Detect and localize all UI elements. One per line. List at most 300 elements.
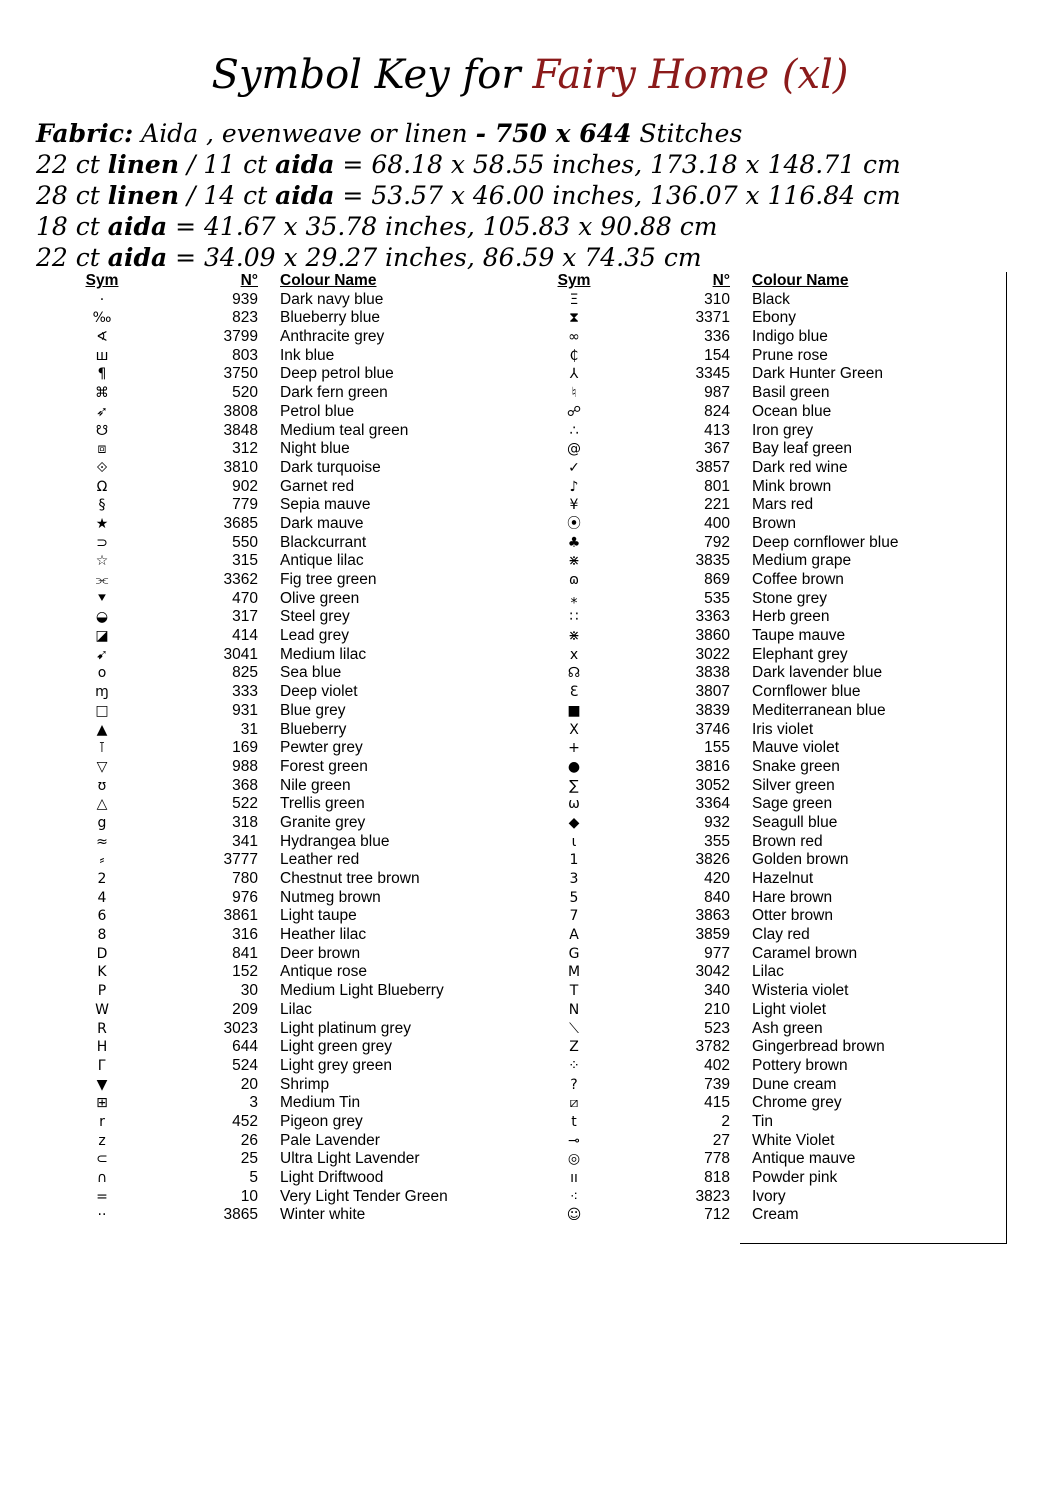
table-row <box>60 870 530 889</box>
table-row <box>60 384 530 403</box>
number-cell: 420 <box>704 870 730 887</box>
table-row <box>532 721 1002 740</box>
number-cell: 31 <box>240 720 258 738</box>
number-cell: 3826 <box>695 851 730 869</box>
number-cell: 3863 <box>695 907 730 925</box>
size-line: 28 ct linen / 14 ct aida = 53.57 x 46.00 inches, 136.07 x 116.84 cm <box>36 181 901 210</box>
number-cell: 780 <box>232 870 258 887</box>
colour-name-cell: Mediterranean blue <box>752 701 886 719</box>
number-cell: 3810 <box>223 458 258 476</box>
symbol-cell: ⁎ <box>570 590 578 607</box>
colour-name-cell: Caramel brown <box>752 944 858 962</box>
symbol-cell: t <box>571 1113 577 1130</box>
table-row <box>60 777 530 796</box>
number-cell: 25 <box>240 1150 258 1168</box>
number-cell: 26 <box>240 1131 258 1149</box>
table-row <box>60 907 530 926</box>
symbol-cell: ɩ <box>571 833 577 850</box>
colour-name-cell: Light grey green <box>280 1056 393 1074</box>
number-cell: 169 <box>232 739 258 757</box>
symbol-cell: ⧄ <box>569 1095 579 1112</box>
table-row <box>60 814 530 833</box>
symbol-cell: ⊞ <box>96 1095 108 1112</box>
colour-name-cell: Antique rose <box>280 963 368 981</box>
table-row <box>60 702 530 721</box>
number-cell: 3371 <box>695 309 730 327</box>
colour-name-cell: Anthracite grey <box>280 328 385 346</box>
number-cell: 3861 <box>223 907 258 925</box>
colour-name-cell: Black <box>752 290 790 308</box>
colour-name-cell: Blue grey <box>280 701 346 719</box>
table-row <box>532 646 1002 665</box>
table-row <box>532 608 1002 627</box>
colour-name-cell: Gingerbread brown <box>752 1038 885 1056</box>
table-row <box>60 739 530 758</box>
symbol-cell: ⧗ <box>569 310 579 327</box>
symbol-cell: ▽ <box>96 758 108 775</box>
colour-name-cell: Pottery brown <box>752 1056 848 1074</box>
symbol-cell: G <box>568 945 580 962</box>
size-line: 22 ct linen / 11 ct aida = 68.18 x 58.55 inches, 173.18 x 148.71 cm <box>36 150 901 179</box>
number-cell: 644 <box>232 1038 258 1056</box>
colour-name-cell: Medium Light Blueberry <box>280 982 444 1000</box>
colour-name-cell: Seagull blue <box>752 813 838 831</box>
colour-name-cell: Dark lavender blue <box>752 664 883 682</box>
table-row <box>532 814 1002 833</box>
number-cell: 3839 <box>695 701 730 719</box>
number-cell: 155 <box>704 739 730 757</box>
table-row <box>532 515 1002 534</box>
table-row <box>532 309 1002 328</box>
number-cell: 333 <box>232 683 258 701</box>
colour-name-cell: Mars red <box>752 496 814 514</box>
symbol-cell: 5 <box>569 889 579 906</box>
number-cell: 825 <box>232 664 258 682</box>
table-row <box>532 1132 1002 1151</box>
colour-name-cell: Herb green <box>752 608 830 626</box>
table-row <box>60 422 530 441</box>
symbol-cell: ☍ <box>566 403 582 420</box>
symbol-cell: r <box>99 1113 105 1130</box>
colour-name-cell: Stone grey <box>752 589 827 607</box>
symbol-cell: D <box>96 945 108 962</box>
symbol-cell: ·· <box>97 1207 107 1224</box>
table-row <box>532 534 1002 553</box>
table-row <box>60 1094 530 1113</box>
table-row <box>532 1038 1002 1057</box>
table-row <box>60 1057 530 1076</box>
colour-name-cell: Lilac <box>280 1000 312 1018</box>
number-cell: 470 <box>232 589 258 607</box>
number-cell: 824 <box>704 402 730 420</box>
table-row <box>60 646 530 665</box>
number-cell: 317 <box>232 608 258 626</box>
table-row <box>532 1057 1002 1076</box>
number-cell: 792 <box>704 533 730 551</box>
symbol-cell: ≈ <box>96 833 108 850</box>
colour-name-cell: Trellis green <box>280 795 365 813</box>
symbol-cell: Ξ <box>569 291 579 308</box>
table-row <box>532 833 1002 852</box>
colour-name-cell: Granite grey <box>280 813 366 831</box>
colour-name-cell: Ultra Light Lavender <box>280 1150 420 1168</box>
symbol-cell: ⦿ <box>567 515 581 532</box>
colour-name-cell: Chrome grey <box>752 1094 842 1112</box>
symbol-cell: ⁘ <box>568 1057 580 1074</box>
table-row <box>60 309 530 328</box>
colour-name-cell: Hare brown <box>752 888 833 906</box>
symbol-cell: o <box>97 665 107 682</box>
number-cell: 840 <box>704 888 730 906</box>
number-cell: 318 <box>232 813 258 831</box>
number-cell: 3777 <box>223 851 258 869</box>
table-row <box>532 1150 1002 1169</box>
table-row <box>532 1206 1002 1225</box>
symbol-cell: 4 <box>97 889 107 906</box>
colour-name-cell: Light green grey <box>280 1038 393 1056</box>
symbol-cell: ∢ <box>96 329 108 346</box>
table-row <box>60 963 530 982</box>
number-cell: 932 <box>704 813 730 831</box>
symbol-cell: ✓ <box>568 459 580 476</box>
symbol-cell: · <box>99 291 105 308</box>
colour-name-cell: Ivory <box>752 1187 786 1205</box>
header-name: Colour Name <box>752 272 849 289</box>
number-cell: 801 <box>704 477 730 495</box>
symbol-cell: ıı <box>570 1170 578 1186</box>
table-row <box>60 926 530 945</box>
table-row <box>60 365 530 384</box>
symbol-cell: ☊ <box>567 665 581 682</box>
symbol-cell: 6 <box>97 908 107 925</box>
fabric-specs <box>36 118 1046 273</box>
table-row <box>532 795 1002 814</box>
colour-name-cell: Night blue <box>280 440 350 458</box>
number-cell: 3859 <box>695 926 730 944</box>
table-row <box>532 739 1002 758</box>
symbol-cell: ■ <box>567 702 581 719</box>
symbol-cell: ⧈ <box>97 441 107 458</box>
table-border-bottom <box>740 1243 1007 1244</box>
symbol-cell: ∴ <box>569 422 579 439</box>
symbol-cell: ʊ <box>97 777 107 794</box>
symbol-cell: ‰ <box>92 310 112 327</box>
symbol-cell: ∑ <box>569 777 579 794</box>
table-row <box>532 1020 1002 1039</box>
symbol-cell: ☺ <box>566 1207 582 1224</box>
colour-name-cell: Light violet <box>752 1000 827 1018</box>
symbol-cell: M <box>567 964 581 981</box>
number-cell: 3860 <box>695 627 730 645</box>
table-row <box>532 1188 1002 1207</box>
symbol-cell: A <box>569 927 579 944</box>
number-cell: 818 <box>704 1169 730 1186</box>
colour-name-cell: Pigeon grey <box>280 1112 363 1130</box>
symbol-cell: Ɛ <box>569 684 579 701</box>
symbol-cell: ⊂ <box>96 1151 108 1168</box>
colour-name-cell: Dark red wine <box>752 458 848 476</box>
symbol-cell: 8 <box>97 927 107 944</box>
table-row <box>532 683 1002 702</box>
colour-name-cell: Clay red <box>752 926 810 944</box>
symbol-cell: ⊸ <box>568 1132 580 1149</box>
symbol-cell: ● <box>567 758 581 775</box>
table-row <box>60 833 530 852</box>
fabric-line: Fabric: Aida , evenweave or linen - 750 x 644 Stitches <box>36 119 743 148</box>
colour-name-cell: Brown red <box>752 832 823 850</box>
colour-name-cell: Ink blue <box>280 346 335 364</box>
number-cell: 310 <box>704 290 730 308</box>
table-row <box>60 1132 530 1151</box>
colour-name-cell: Garnet red <box>280 477 355 495</box>
colour-name-cell: Pale Lavender <box>280 1131 380 1149</box>
symbol-cell: ¶ <box>97 366 107 383</box>
table-row <box>532 365 1002 384</box>
colour-name-cell: Sea blue <box>280 664 342 682</box>
number-cell: 3685 <box>223 514 258 532</box>
number-cell: 778 <box>704 1150 730 1168</box>
colour-name-cell: Pewter grey <box>280 739 363 757</box>
colour-name-cell: Dark fern green <box>280 384 388 402</box>
header-sym: Sym <box>557 272 591 289</box>
number-cell: 988 <box>232 757 258 775</box>
table-row <box>532 1113 1002 1132</box>
number-cell: 400 <box>704 514 730 532</box>
symbol-cell: ⸗ <box>99 852 105 869</box>
table-row <box>532 459 1002 478</box>
number-cell: 10 <box>240 1187 258 1205</box>
colour-name-cell: Lead grey <box>280 627 349 645</box>
colour-name-cell: Sage green <box>752 795 833 813</box>
table-border-right <box>1006 272 1007 1244</box>
colour-name-cell: Dune cream <box>752 1075 837 1093</box>
colour-name-cell: Bay leaf green <box>752 440 852 458</box>
number-cell: 367 <box>704 440 730 458</box>
colour-name-cell: Sepia mauve <box>280 496 371 514</box>
colour-name-cell: Silver green <box>752 776 835 794</box>
number-cell: 3362 <box>223 571 258 588</box>
table-row <box>532 1001 1002 1020</box>
number-cell: 3835 <box>695 552 730 570</box>
table-row <box>60 1150 530 1169</box>
page-title <box>0 52 1060 98</box>
number-cell: 221 <box>704 496 730 514</box>
symbol-cell: ∷ <box>569 609 579 626</box>
table-row <box>532 590 1002 609</box>
colour-name-cell: Light platinum grey <box>280 1019 411 1037</box>
symbol-cell: ⋇ <box>568 628 580 645</box>
header-name: Colour Name <box>280 272 377 289</box>
table-row <box>60 534 530 553</box>
symbol-cell: ⊺ <box>98 740 106 757</box>
symbol-cell: ⟍ <box>569 1020 579 1037</box>
symbol-cell: ☆ <box>95 553 109 570</box>
number-cell: 523 <box>704 1019 730 1037</box>
symbol-cell: @ <box>567 441 581 458</box>
colour-name-cell: Cream <box>752 1206 799 1224</box>
table-row <box>60 721 530 740</box>
table-row <box>60 347 530 366</box>
number-cell: 20 <box>240 1075 258 1093</box>
symbol-cell: ¥ <box>569 497 579 514</box>
table-row <box>532 328 1002 347</box>
symbol-cell: ? <box>570 1076 578 1093</box>
table-row <box>532 702 1002 721</box>
symbol-cell: ɱ <box>95 684 109 701</box>
colour-name-cell: Dark Hunter Green <box>752 365 883 383</box>
table-row <box>532 384 1002 403</box>
number-cell: 315 <box>232 552 258 570</box>
table-row <box>532 963 1002 982</box>
colour-name-cell: Elephant grey <box>752 645 848 663</box>
table-row <box>532 926 1002 945</box>
colour-name-cell: Hazelnut <box>752 870 814 887</box>
colour-name-cell: Very Light Tender Green <box>280 1187 448 1205</box>
symbol-cell: X <box>569 721 579 738</box>
colour-name-cell: Ash green <box>752 1019 823 1037</box>
colour-name-cell: Deep violet <box>280 683 358 701</box>
number-cell: 520 <box>232 384 258 402</box>
symbol-cell: ⫘ <box>95 572 109 588</box>
number-cell: 739 <box>704 1075 730 1093</box>
symbol-cell: ⟐ <box>96 459 108 476</box>
table-row <box>60 440 530 459</box>
number-cell: 402 <box>704 1056 730 1074</box>
symbol-cell: ★ <box>95 515 109 532</box>
title-prefix: Symbol Key for <box>211 52 521 98</box>
table-row <box>60 1206 530 1225</box>
number-cell: 3364 <box>695 795 730 813</box>
symbol-cell: ♮ <box>571 385 577 402</box>
symbol-cell: ⌘ <box>95 385 109 402</box>
number-cell: 152 <box>232 963 258 981</box>
number-cell: 355 <box>704 832 730 850</box>
number-cell: 939 <box>232 290 258 308</box>
symbol-cell: H <box>96 1039 108 1056</box>
number-cell: 931 <box>232 701 258 719</box>
symbol-cell: ◪ <box>95 628 109 645</box>
table-row <box>532 422 1002 441</box>
table-row <box>532 1076 1002 1095</box>
number-cell: 522 <box>232 795 258 813</box>
table-row <box>60 608 530 627</box>
colour-name-cell: Forest green <box>280 757 368 775</box>
number-cell: 3823 <box>695 1187 730 1205</box>
table-row <box>60 496 530 515</box>
table-row <box>60 1113 530 1132</box>
colour-name-cell: Iron grey <box>752 421 814 439</box>
table-row <box>532 907 1002 926</box>
colour-name-cell: Otter brown <box>752 907 833 925</box>
table-row <box>60 683 530 702</box>
colour-name-cell: Shrimp <box>280 1075 330 1093</box>
number-cell: 3746 <box>695 720 730 738</box>
table-row <box>532 552 1002 571</box>
number-cell: 30 <box>240 982 258 1000</box>
table-row <box>532 496 1002 515</box>
size-line: 18 ct aida = 41.67 x 35.78 inches, 105.83 x 90.88 cm <box>36 212 718 241</box>
colour-name-cell: Golden brown <box>752 851 849 869</box>
number-cell: 3807 <box>695 683 730 701</box>
colour-name-cell: Petrol blue <box>280 402 355 420</box>
table-row <box>60 1169 530 1188</box>
number-cell: 976 <box>232 888 258 906</box>
table-row <box>60 328 530 347</box>
colour-name-cell: Taupe mauve <box>752 627 846 645</box>
colour-name-cell: Light taupe <box>280 907 357 925</box>
colour-name-cell: Antique mauve <box>752 1150 856 1168</box>
symbol-cell: ∩ <box>96 1170 108 1186</box>
symbol-cell: T <box>569 983 579 1000</box>
colour-name-cell: Heather lilac <box>280 926 367 944</box>
table-row <box>532 889 1002 908</box>
colour-name-cell: Winter white <box>280 1206 366 1224</box>
symbol-cell: ➶ <box>96 403 108 420</box>
colour-name-cell: Light Driftwood <box>280 1169 384 1186</box>
table-row <box>60 758 530 777</box>
table-row <box>60 945 530 964</box>
key-column-left <box>60 272 530 1225</box>
table-row <box>60 571 530 590</box>
symbol-cell: ◎ <box>567 1151 581 1168</box>
number-cell: 3782 <box>695 1038 730 1056</box>
colour-name-cell: Blueberry <box>280 720 347 738</box>
number-cell: 803 <box>232 346 258 364</box>
symbol-cell: ◒ <box>95 609 109 626</box>
table-row <box>60 1188 530 1207</box>
table-row <box>60 627 530 646</box>
number-cell: 368 <box>232 776 258 794</box>
number-cell: 3 <box>249 1094 258 1112</box>
number-cell: 209 <box>232 1000 258 1018</box>
number-cell: 524 <box>232 1056 258 1074</box>
symbol-cell: ⋇ <box>568 553 580 570</box>
number-cell: 3799 <box>223 328 258 346</box>
number-cell: 3363 <box>695 608 730 626</box>
colour-name-cell: Lilac <box>752 963 784 981</box>
symbol-cell: Г <box>97 1057 107 1074</box>
number-cell: 452 <box>232 1112 258 1130</box>
key-column-right <box>532 272 1002 1225</box>
number-cell: 535 <box>704 589 730 607</box>
table-row <box>60 291 530 310</box>
symbol-key-table <box>60 272 1010 1252</box>
table-row <box>60 552 530 571</box>
colour-name-cell: Deep cornflower blue <box>752 533 899 551</box>
colour-name-cell: Ebony <box>752 309 796 327</box>
colour-name-cell: Deep petrol blue <box>280 365 394 383</box>
number-cell: 2 <box>721 1112 730 1130</box>
number-cell: 3023 <box>223 1019 258 1037</box>
symbol-cell: ▼ <box>96 1076 108 1093</box>
table-row <box>60 795 530 814</box>
table-row <box>60 1038 530 1057</box>
number-cell: 3750 <box>223 365 258 383</box>
table-row <box>532 478 1002 497</box>
table-row <box>60 1001 530 1020</box>
size-line: 22 ct aida = 34.09 x 29.27 inches, 86.59 x 74.35 cm <box>36 243 702 272</box>
symbol-cell: △ <box>96 796 108 813</box>
table-row <box>532 1169 1002 1188</box>
number-cell: 312 <box>232 440 258 458</box>
table-row <box>532 777 1002 796</box>
colour-name-cell: Snake green <box>752 757 840 775</box>
colour-name-cell: Fig tree green <box>280 571 377 588</box>
number-cell: 712 <box>704 1206 730 1224</box>
colour-name-cell: Antique lilac <box>280 552 364 570</box>
colour-name-cell: Cornflower blue <box>752 683 861 701</box>
number-cell: 413 <box>704 421 730 439</box>
